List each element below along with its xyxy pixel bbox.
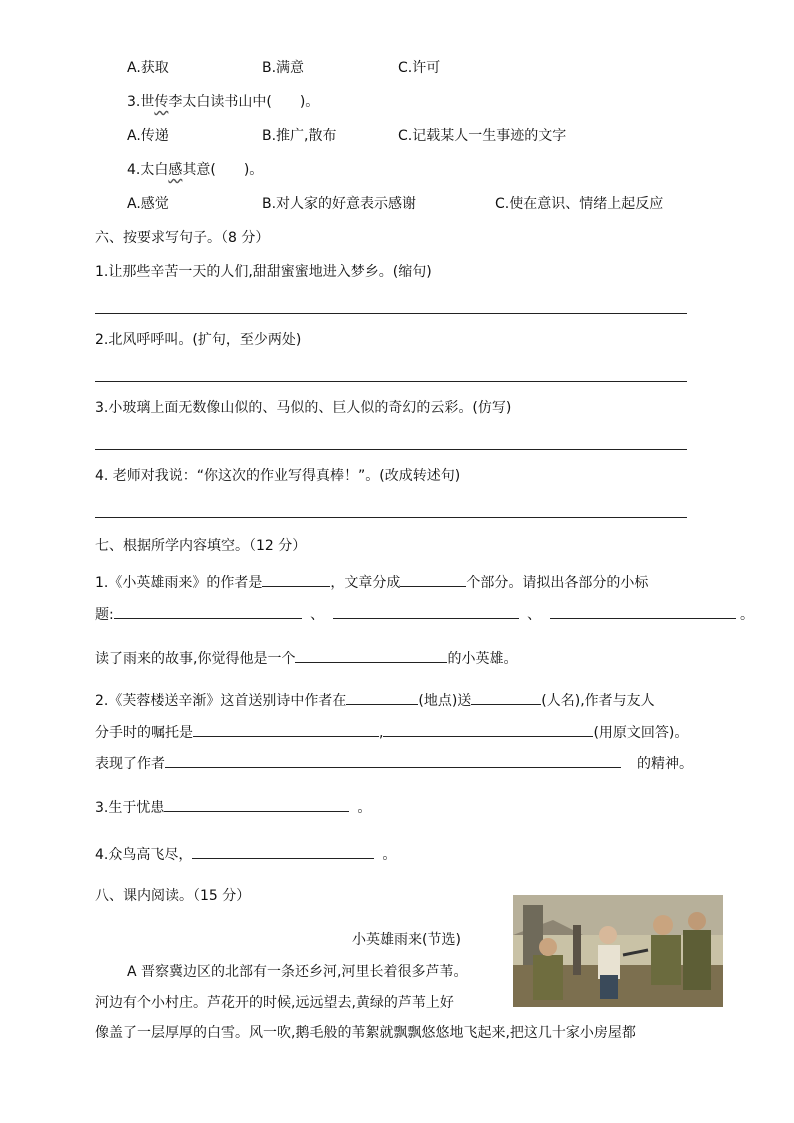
fill-q3: 3.生于忧患 。 [95, 796, 371, 818]
blank-person-name[interactable] [471, 689, 541, 705]
option-a[interactable]: A.获取 [127, 60, 169, 76]
option-b[interactable]: B.对人家的好意表示感谢 [262, 196, 417, 212]
answer-line-1[interactable] [95, 313, 687, 314]
blank-location[interactable] [346, 689, 418, 705]
fill-q2-line1: 2.《芙蓉楼送辛渐》这首送别诗中作者在 (地点)送 (人名),作者与友人 [95, 689, 655, 711]
answer-line-4[interactable] [95, 517, 687, 518]
answer-line-3[interactable] [95, 449, 687, 450]
options-row-3 [127, 126, 567, 146]
blank-poem-line-2[interactable] [383, 721, 593, 737]
sentence-item-3: 3.小玻璃上面无数像山似的、马似的、巨人似的奇幻的云彩。(仿写) [95, 400, 512, 416]
blank-part-count[interactable] [400, 571, 466, 587]
options-row-2 [127, 58, 441, 78]
question-5-3: 3.世传李太白读书山中( )。 [127, 94, 320, 110]
section-6-title: 六、按要求写句子。（8 分） [95, 230, 270, 246]
fill-q2-line3: 表现了作者 的精神。 [95, 752, 693, 774]
sentence-item-4: 4. 老师对我说：“你这次的作业写得真棒！”。(改成转述句) [95, 468, 461, 484]
blank-q4[interactable] [192, 843, 374, 859]
section-8-title: 八、课内阅读。（15 分） [95, 888, 251, 904]
option-b[interactable]: B.满意 [262, 60, 305, 76]
wavy-word: 传 [154, 94, 169, 110]
option-a[interactable]: A.传递 [127, 128, 169, 144]
answer-line-2[interactable] [95, 381, 687, 382]
option-c[interactable]: C.使在意识、情绪上起反应 [495, 196, 664, 212]
passage-line-2: 河边有个小村庄。芦花开的时候,远远望去,黄绿的芦苇上好 [95, 995, 454, 1011]
option-c[interactable]: C.记载某人一生事迹的文字 [398, 128, 567, 144]
blank-subtitle-2[interactable] [333, 603, 519, 619]
blank-q3[interactable] [164, 796, 349, 812]
section-7-title: 七、根据所学内容填空。（12 分） [95, 538, 307, 554]
wavy-word: 感 [168, 162, 183, 178]
passage-line-3: 像盖了一层厚厚的白雪。风一吹,鹅毛般的苇絮就飘飘悠悠地飞起来,把这几十家小房屋都 [95, 1025, 636, 1041]
fill-q1-line2: 题: 、 、 。 [95, 603, 754, 625]
question-5-4: 4.太白感其意( )。 [127, 162, 264, 178]
sentence-item-2: 2.北风呼呼叫。(扩句，至少两处) [95, 332, 302, 348]
passage-title: 小英雄雨来(节选) [352, 932, 461, 948]
sentence-item-1: 1.让那些辛苦一天的人们,甜甜蜜蜜地进入梦乡。(缩句) [95, 264, 432, 280]
fill-q1-line1: 1.《小英雄雨来》的作者是 ，文章分成 个部分。请拟出各部分的小标 [95, 571, 648, 593]
blank-hero-trait[interactable] [295, 647, 447, 663]
option-b[interactable]: B.推广,散布 [262, 128, 337, 144]
blank-spirit[interactable] [165, 752, 621, 768]
fill-q2-line2: 分手时的嘱托是 , (用原文回答)。 [95, 721, 688, 743]
passage-line-1: A 晋察冀边区的北部有一条还乡河,河里长着很多芦苇。 [127, 964, 468, 980]
options-row-4 [127, 194, 664, 214]
blank-poem-line-1[interactable] [193, 721, 379, 737]
option-a[interactable]: A.感觉 [127, 196, 169, 212]
option-c[interactable]: C.许可 [398, 60, 441, 76]
fill-q1-line3: 读了雨来的故事,你觉得他是一个 的小英雄。 [95, 647, 517, 669]
story-illustration [513, 895, 723, 1007]
fill-q4: 4.众鸟高飞尽， 。 [95, 843, 396, 865]
blank-author[interactable] [262, 571, 330, 587]
blank-subtitle-1[interactable] [114, 603, 302, 619]
blank-subtitle-3[interactable] [550, 603, 736, 619]
